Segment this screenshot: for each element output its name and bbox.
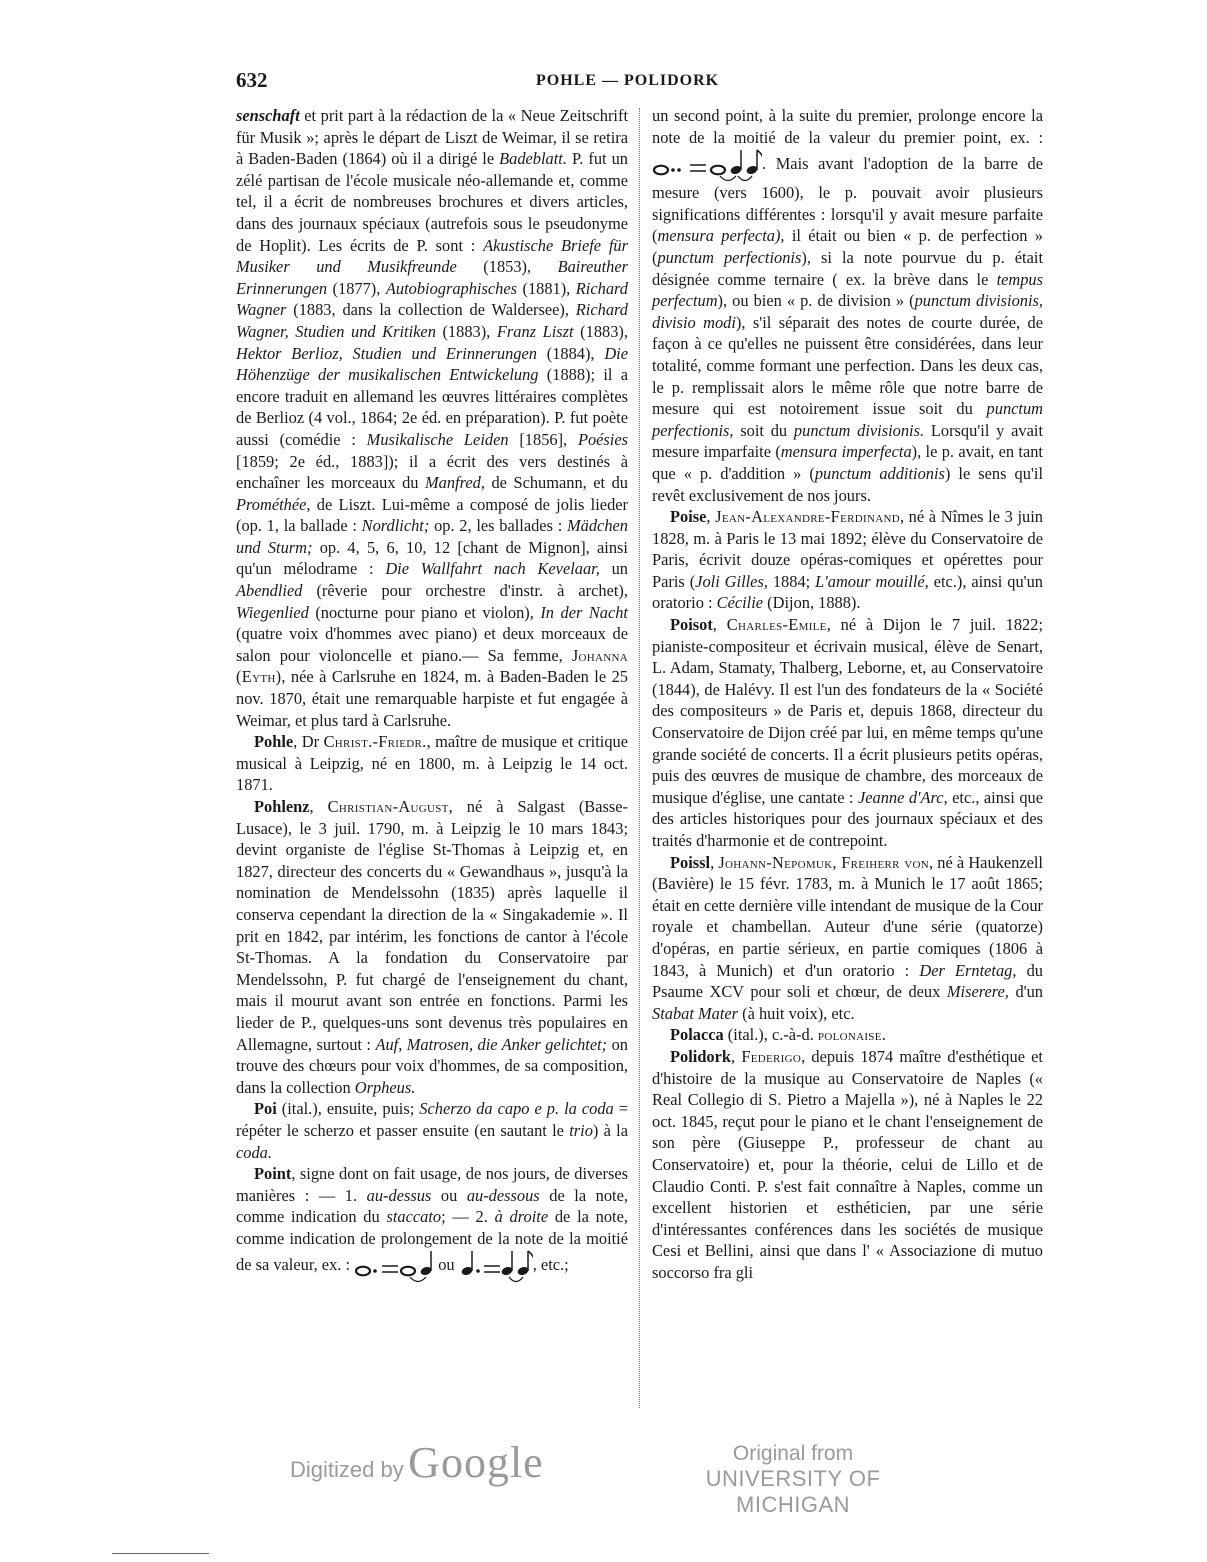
person-name: polonaise — [817, 1025, 882, 1045]
text-run: , — [309, 797, 328, 816]
italic-title: Baireuther Erinnerungen — [236, 257, 628, 298]
text-run: on trouve des chœurs pour voix d'hommes, de sa composition, dans la collection — [236, 1034, 628, 1097]
text-run: (rêverie pour orchestre d'instr. à archet), — [302, 581, 628, 601]
text-run: , né à Salgast (Basse-Lusace), le 3 juil. 1790, m. à Leipzig le 10 mars 1843; devint organiste de l'église St-Thomas à Leipzig et, en 1827, directeur des concerts du « Gewandhaus », jusqu'à la nomination de Mendelssohn (1835) après laquelle il conserva cependant la direction de la « Singakademie ». Il prit en 1842, par intérim, les fonctions de cantor à l'école St-Thomas. A la fondation du Conservatoire par Mendelssohn, P. fut chargé de l'enseignement du chant, mais il mourut avant son entrée en fonctions. Parmi les lieder de P., quelques-uns sont devenus très populaires en Allemagne, surtout : — [236, 797, 628, 1054]
italic-title: Orpheus. — [354, 1077, 416, 1097]
music-notation-dotted-quarter — [459, 1249, 533, 1283]
running-title: POHLE — POLIDORK — [536, 72, 720, 89]
italic-title: Prométhée, — [236, 494, 311, 514]
italic-title: Scherzo da capo e p. la coda — [419, 1099, 614, 1119]
italic-title: tempus perfectum — [652, 269, 1043, 311]
dictionary-entry — [236, 1098, 628, 1163]
italic-title: Musikalische Leiden — [366, 429, 509, 449]
italic-title: Jeanne d'Arc, — [857, 787, 948, 807]
google-logo: Google — [408, 1438, 544, 1487]
text-run: , depuis 1874 maître d'esthétique et d'histoire de la musique au Conservatoire de Naples (« Real Collegio di S. Pietro a Majella »), né à Naples le 22 oct. 1845, reçut pour le piano et le chant l'enseignement de son père (Giuseppe P., professeur de chant au Conservatoire) et, pour la théorie, celui de Lillo et de Claudio Conti. P. s'est fait connaître à Naples, comme un excellent historien et esthéticien, par une série d'intéressantes conférences dans les sociétés de musique Cesi et Bellini, ainsi que dans l' « Associazione di mutuo soccorso fra gli — [652, 1046, 1043, 1282]
text-run: , née à Carlsruhe en 1824, m. à Baden-Baden le 25 nov. 1870, était une remarquable harpiste et fut engagée à Weimar, et plus tard à Carlsruhe. — [236, 667, 628, 730]
text-run: ) le sens qu'il revêt exclusivement de nos jours. — [652, 463, 1043, 505]
text-run: un second point, à la suite du premier, prolonge encore la note de la moitié de la valeur du premier point, ex. : — [652, 106, 1043, 147]
italic-title: staccato — [386, 1207, 442, 1227]
italic-title: trio — [569, 1120, 593, 1140]
text-run: , — [712, 615, 727, 635]
text-run: de la note, comme indication du — [236, 1185, 628, 1227]
text-run: (ital.), ensuite, puis; — [276, 1099, 420, 1119]
entry-headword: Polacca — [670, 1025, 724, 1045]
italic-title: Manfred, — [425, 473, 485, 493]
text-run: ), ou bien « p. de division » ( — [717, 291, 915, 311]
text-run: = répéter le scherzo et passer ensuite (en sautant le — [236, 1099, 628, 1140]
dictionary-entry — [652, 1024, 1043, 1046]
dictionary-entry — [652, 506, 1043, 614]
original-from-label: Original from — [732, 1442, 854, 1465]
dictionary-entry — [652, 852, 1043, 1025]
text-run: (1883), — [435, 321, 497, 341]
person-name: Jean-Alexandre-Ferdinand — [715, 507, 900, 527]
italic-title: punctum divisionis. — [793, 420, 925, 440]
text-run: ), le p. avait, en tant que « p. d'addition » ( — [652, 442, 1043, 483]
text-run: (1888); il a encore traduit en allemand les œuvres littéraires complètes de Berlioz (4 vol., 1864; 2e éd. en préparation). P. fut poète aussi (comédie : — [236, 365, 628, 449]
text-run: , etc.; — [532, 1255, 569, 1275]
person-name: Johanna (Eyth) — [236, 645, 628, 687]
text-run: op. 2, les ballades : — [429, 516, 567, 536]
text-run: ou — [431, 1185, 467, 1205]
italic-title: punctum perfectionis — [657, 247, 802, 267]
italic-title: au-dessus — [366, 1185, 432, 1205]
italic-title: Poésies — [577, 429, 629, 449]
text-run: du Psaume XCV pour soli et chœur, de deux — [652, 960, 1043, 1002]
text-run: op. 4, 5, 6, 10, 12 [chant de Mignon], ainsi qu'un mélodrame : — [236, 537, 628, 579]
italic-title: Abendlied — [236, 581, 303, 601]
digitized-by-label: Digitized by — [290, 1457, 404, 1482]
text-run: , — [731, 1046, 742, 1066]
italic-title: Wiegenlied — [236, 602, 309, 622]
text-run: (nocturne pour piano et violon), — [308, 602, 541, 622]
university-label: UNIVERSITY OF MICHIGAN — [705, 1466, 881, 1517]
text-run: ; — 2. — [441, 1207, 495, 1227]
text-run: etc., ainsi que des articles historiques pour des journaux spéciaux et des traités d'harmonie et de contrepoint. — [652, 787, 1043, 850]
column-divider — [639, 108, 640, 1408]
entry-headword: Pohle — [254, 732, 294, 752]
entry-headword: Poi — [254, 1099, 277, 1119]
page-header — [236, 68, 1036, 100]
text-run: , signe dont on fait usage, de nos jours, de diverses manières : — 1. — [236, 1164, 628, 1205]
text-run: , né à Haukenzell (Bavière) le 15 févr. 1783, m. à Munich le 17 août 1865; était en cette dernière ville intendant de musique de la Cour royale et chambellan. Auteur d'une série (quatorze) d'opéras, en partie sérieux, en partie comiques (1806 à 1843, à Munich) et d'un oratorio : — [652, 852, 1043, 980]
right-column — [652, 105, 1043, 1283]
italic-title: au-dessous — [466, 1185, 540, 1205]
text-run: ) à la — [592, 1120, 628, 1140]
entry-headword: Point — [254, 1164, 292, 1184]
bottom-rule — [112, 1553, 209, 1554]
person-name: Christian-August — [327, 797, 449, 816]
italic-title: Auf, Matrosen, die Anker gelichtet; — [375, 1034, 608, 1054]
text-run: , maître de musique et critique musical à Leipzig, né en 1800, m. à Leipzig le 14 oct. 1871. — [236, 732, 628, 795]
person-name: Federigo — [741, 1046, 802, 1066]
text-run: (1883), — [573, 321, 628, 341]
italic-title: Joli Gilles, — [695, 571, 768, 591]
text-run: ), si la note pourvue du p. était désignée comme ternaire ( ex. la brève dans le — [652, 247, 1043, 289]
text-run: de Schumann, et du — [484, 473, 628, 493]
italic-title: Mädchen und Sturm; — [236, 516, 628, 557]
italic-title: punctum additionis — [814, 463, 945, 483]
text-run: et prit part à la rédaction de la « Neue Zeitschrift für Musik »; après le départ de Liszt de Weimar, il se retira à Baden-Baden (1864) où il a dirigé le — [236, 106, 628, 169]
italic-title: Miserere, — [946, 982, 1009, 1002]
italic-title: In der Nacht — [540, 602, 628, 622]
text-run: (1884), — [536, 343, 605, 363]
text-run: (1881), — [516, 278, 576, 298]
text-run: ), s'il séparait des notes de courte durée, de façon à ce qu'elles ne puissent être considérées, dans leur totalité, comme formant une perfection. Dans les deux cas, le p. remplissait alors le même rôle que notre barre de mesure qui est notoirement issue soit du — [652, 312, 1043, 419]
text-run: . — [881, 1025, 886, 1045]
italic-title: punctum divisionis, divisio modi — [652, 291, 1043, 332]
italic-title: Badeblatt. — [499, 149, 567, 169]
text-run: il était ou bien « p. de perfection » ( — [652, 226, 1043, 267]
text-run: de Liszt. Lui-même a composé de jolis lieder (op. 1, la ballade : — [236, 494, 628, 536]
music-notation-dotted-half — [354, 1249, 434, 1283]
dictionary-entry — [652, 1046, 1043, 1284]
text-run: de la note, comme indication de prolongement de la note de la moitié de sa valeur, ex. : — [236, 1207, 628, 1275]
text-run: [1856], — [508, 429, 578, 449]
text-run: , — [710, 852, 719, 872]
italic-title: Der Erntetag, — [919, 960, 1017, 980]
italic-title: Autobiographisches — [385, 278, 517, 298]
text-run: (1877), — [327, 278, 386, 298]
person-name: Johann-Nepomuk, Freiherr von — [718, 852, 930, 872]
dictionary-entry — [236, 1163, 628, 1283]
original-from-watermark — [668, 1442, 918, 1518]
italic-title: à droite — [494, 1207, 549, 1227]
text-run: (ital.), c.-à-d. — [723, 1025, 818, 1045]
text-run: (1883, dans la collection de Waldersee), — [286, 300, 576, 320]
italic-title: Cécilie — [716, 593, 764, 613]
italic-title: Franz Liszt — [496, 321, 574, 341]
italic-title: senschaft — [236, 106, 300, 125]
text-run: (quatre voix d'hommes avec piano) et deux morceaux de salon pour violoncelle et piano.— Sa femme, — [236, 624, 628, 665]
left-column — [236, 105, 628, 1283]
text-run: (à huit voix), etc. — [738, 1003, 855, 1023]
text-run: , né à Dijon le 7 juil. 1822; pianiste-compositeur et écrivain musical, élève de Senart, L. Adam, Stamaty, Thalberg, Leborne, et, au Conservatoire (1844), de Halévy. Il est l'un des fondateurs de la « Société des compositeurs » de Paris et, depuis 1868, directeur du Conservatoire de Dijon créé par lui, en même temps qu'une grande société de concerts. Il a écrit plusieurs petits opéras, puis des œuvres de musique de chambre, des morceaux de musique d'église, une cantate : — [652, 615, 1043, 807]
text-run: d'un — [1008, 982, 1043, 1002]
italic-title: Richard Wagner, Studien und Kritiken — [236, 300, 628, 341]
italic-title: Akustische Briefe für Musiker und Musikfreunde — [236, 235, 628, 277]
text-run: , — [706, 507, 716, 527]
italic-title: coda. — [236, 1142, 272, 1162]
italic-title: L'amour mouillé, — [815, 571, 929, 591]
person-name: Charles-Emile — [726, 615, 827, 635]
italic-title: Stabat Mater — [652, 1003, 739, 1023]
italic-title: punctum perfectionis, — [652, 399, 1043, 440]
page-number: 632 — [236, 68, 268, 92]
text-run: [1859; 2e éd., 1883]); il a écrit des vers destinés à enchaîner les morceaux du — [236, 451, 628, 493]
italic-title: Nordlicht; — [361, 516, 430, 536]
entry-headword: Poissl — [670, 852, 711, 872]
entry-headword: Polidork — [670, 1046, 732, 1066]
text-run: P. fut un zélé partisan de l'école musicale néo-allemande et, comme tel, il a écrit de nombreuses brochures et divers articles, dans des journaux spéciaux (autrefois sous le pseudonyme de Hoplit). Les écrits de P. sont : — [236, 149, 628, 255]
text-run: soit du — [733, 420, 794, 440]
text-run: un — [599, 559, 628, 579]
dictionary-entry — [236, 731, 628, 796]
text-run: etc.), ainsi qu'un oratorio : — [652, 571, 1043, 613]
text-run: Lorsqu'il y avait mesure imparfaite ( — [652, 420, 1043, 462]
text-run: . Mais avant l'adoption de la barre de mesure (vers 1600), le p. pouvait avoir plusieurs significations différentes : lorsqu'il y avait mesure parfaite ( — [652, 153, 1043, 246]
music-notation-double-dotted — [652, 148, 762, 182]
italic-title: Die Höhenzüge der musikalischen Entwickelung — [236, 343, 628, 385]
italic-title: Richard Wagner — [236, 278, 628, 320]
text-run: , Dr — [293, 732, 324, 752]
text-run: (Dijon, 1888). — [763, 593, 861, 613]
continued-paragraph — [236, 105, 628, 731]
italic-title: Hektor Berlioz, Studien und Erinnerungen — [236, 343, 537, 363]
entry-headword: Pohlenz — [254, 797, 310, 816]
entry-headword: Poise — [670, 507, 707, 527]
continued-paragraph — [652, 105, 1043, 506]
text-run: 1884; — [767, 571, 816, 591]
text-run: , né à Nîmes le 3 juin 1828, m. à Paris le 13 mai 1892; élève du Conservatoire de Paris, écrivit douze opéras-comiques et opérettes pour Paris ( — [652, 507, 1043, 591]
italic-title: mensura imperfecta — [780, 442, 912, 462]
dictionary-entry — [236, 796, 628, 1098]
digitized-by-google-watermark — [290, 1437, 544, 1488]
entry-headword: Poisot — [670, 615, 713, 635]
dictionary-entry — [652, 614, 1043, 852]
person-name: Christ.-Friedr. — [323, 732, 427, 752]
text-run: (1853), — [456, 257, 558, 277]
italic-title: Die Wallfahrt nach Kevelaar, — [385, 559, 600, 579]
italic-title: mensura perfecta), — [657, 226, 785, 246]
text-run: ou — [434, 1255, 459, 1275]
